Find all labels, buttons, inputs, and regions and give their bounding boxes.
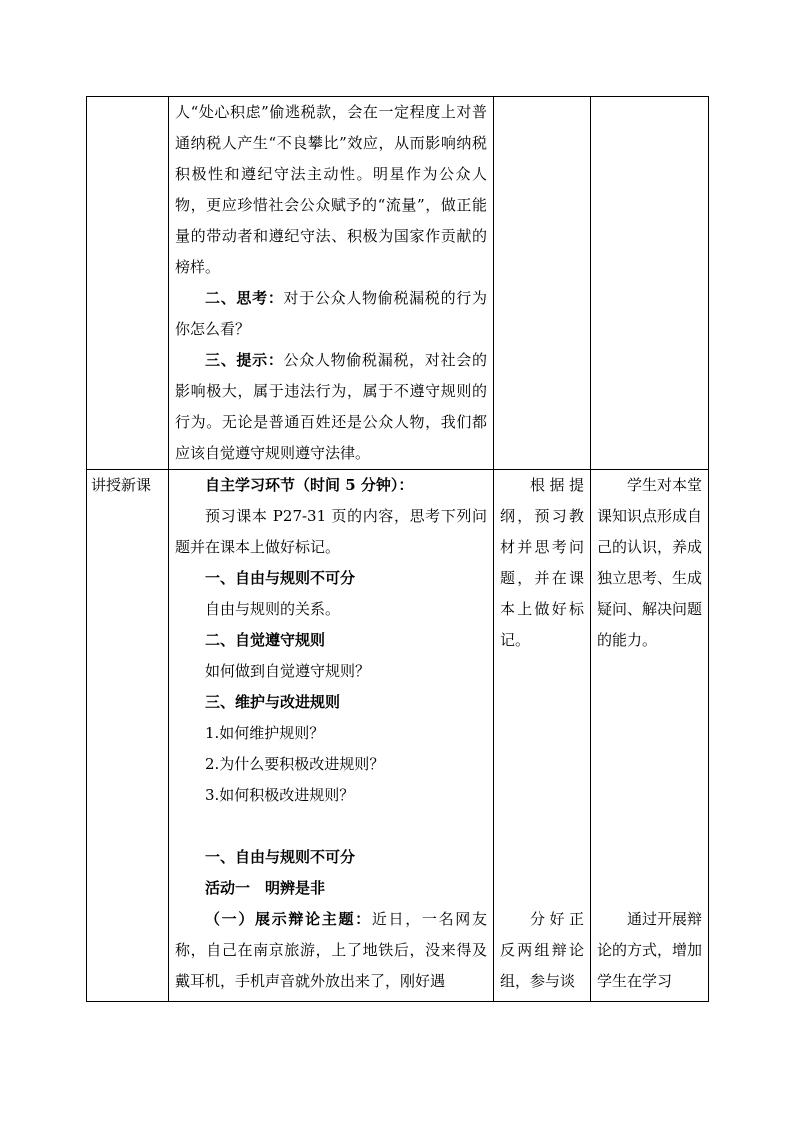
table-row: [87, 470, 709, 1002]
activity-title: 活动一 明辨是非: [205, 879, 326, 897]
debate-paragraph: [175, 904, 487, 997]
hint-text: 公众人物偷税漏税，对社会的影响极大，属于违法行为，属于不遵守规则的行为。无论是普通百姓还是公众人物，我们都应该自觉遵守规则遵守法律。: [175, 351, 487, 462]
question-2: 如何做到自觉遵守规则？: [205, 662, 371, 680]
question-1: 自由与规则的关系。: [205, 600, 341, 618]
student-activity-1: 根据提纲，预习教材并思考问题，并在课本上做好标记。: [500, 476, 584, 649]
heading-3: 三、维护与改进规则: [205, 693, 341, 711]
student-activity-cell: [494, 470, 591, 1002]
question-3-2: 2.为什么要积极改进规则？: [205, 755, 385, 773]
cell-gap: [597, 656, 702, 904]
design-intent-cell: [591, 97, 709, 470]
hint-label: 三、提示：: [205, 351, 284, 369]
stage-cell: 讲授新课: [87, 470, 169, 1002]
student-activity-2: 分好正反两组辩论组，参与谈: [500, 910, 584, 990]
design-intent-2: 通过开展辩论的方式，增加学生在学习: [597, 910, 703, 990]
think-text: 对于公众人物偷税漏税的行为你怎么看？: [175, 289, 487, 338]
preview-paragraph: 预习课本 P27-31 页的内容，思考下列问题并在课本上做好标记。: [175, 507, 487, 556]
stage-cell: [87, 97, 169, 470]
think-label: 二、思考：: [205, 289, 284, 307]
intro-paragraph: 人“处心积虑”偷逃税款，会在一定程度上对普通纳税人产生“不良攀比”效应，从而影响纳税积极性和遵纪守法主动性。明星作为公众人物，更应珍惜社会公众赋予的“流量”，做正能量的带动者和遵纪守法、积极为国家作贡献的榜样。: [175, 103, 487, 276]
cell-gap: [500, 656, 584, 904]
heading-2: 二、自觉遵守规则: [205, 631, 326, 649]
debate-text: 近日，一名网友称，自己在南京旅游，上了地铁后，没来得及戴耳机，手机声音就外放出来了，刚好遇: [175, 910, 487, 990]
question-3-3: 3.如何积极改进规则？: [205, 786, 355, 804]
content-cell: [169, 470, 494, 1002]
design-intent-1: 学生对本堂课知识点形成自己的认识，养成独立思考、生成疑问、解决问题的能力。: [597, 476, 703, 649]
section-title: 一、自由与规则不可分: [205, 848, 356, 866]
table-row: [87, 97, 709, 470]
student-activity-cell: [494, 97, 591, 470]
design-intent-cell: [591, 470, 709, 1002]
debate-label: （一）展示辩论主题：: [205, 910, 372, 928]
heading-1: 一、自由与规则不可分: [205, 569, 356, 587]
hint-paragraph: [175, 345, 487, 469]
self-study-title: 自主学习环节（时间 5 分钟）：: [205, 476, 414, 494]
content-cell: [169, 97, 494, 470]
think-paragraph: [175, 283, 487, 345]
question-3-1: 1.如何维护规则？: [205, 724, 325, 742]
lesson-plan-table: [86, 96, 709, 1002]
blank-line: [175, 811, 487, 842]
